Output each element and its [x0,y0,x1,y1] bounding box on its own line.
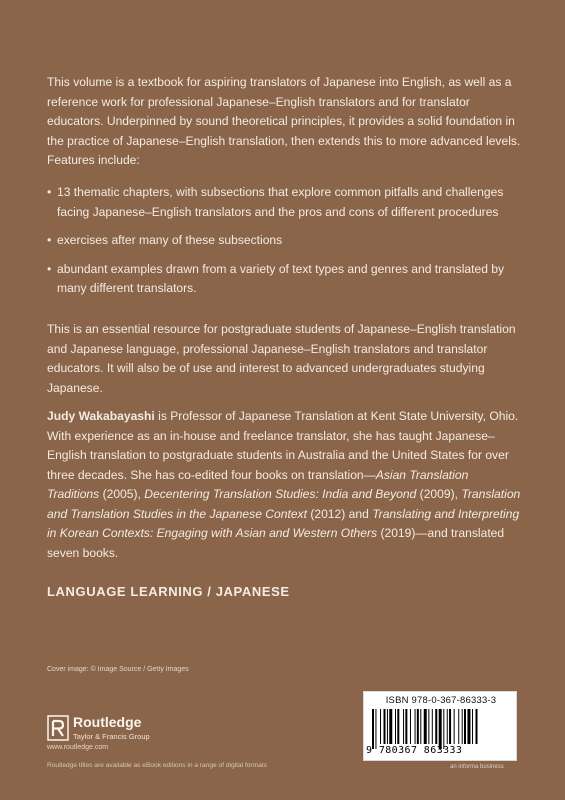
subject-category: LANGUAGE LEARNING / JAPANESE [47,584,290,599]
barcode-bars-icon [370,709,512,749]
barcode-bar [458,709,459,744]
publisher-group: Taylor & Francis Group [73,732,150,741]
routledge-r-icon [47,715,69,741]
barcode-bar [464,709,466,744]
barcode-bar [424,709,427,744]
informa-tagline: an informa business [450,764,504,770]
isbn-barcode [363,691,517,761]
author-bio [47,407,522,563]
barcode-bar [403,709,404,744]
feature-item: • abundant examples drawn from a variety of text types and genres and translated by many different translators. [47,260,522,299]
barcode-bar [467,709,470,744]
barcode-bar [447,709,448,744]
barcode-bar [432,709,433,744]
bio-text: (2009), [416,487,462,501]
publisher-url: www.routledge.com [47,744,109,751]
bio-text: (2019)—and translated seven books. [47,526,505,560]
publisher-name: Routledge [73,714,142,730]
isbn-digits: 9 780367 863333 [366,745,463,756]
barcode-bar [395,709,396,744]
book-title: Decentering Translation Studies: India and Beyond [144,487,417,501]
bio-text: (2005), [99,487,145,501]
barcode-bar [415,709,416,744]
barcode-bar [428,709,429,744]
barcode-bar [389,709,392,744]
barcode-bar [405,709,407,744]
barcode-bar [380,709,381,744]
bio-text: is Professor of Japanese Translation at Kent State University, Ohio. With experience as an in-house and freelance translator, she has taught Japanese–English translation to postgraduate students in Australia and the United States for over three decades. She has co-edited four books on translation— [47,409,519,482]
publisher-logo [47,714,197,754]
description-paragraph: This volume is a textbook for aspiring translators of Japanese into English, as well as a reference work for professional Japanese–English translators and for translator educators. Underpinned by sound theoretical principles, it provides a solid foundation in the practice of Japanese–English translation, then extends this to more advanced levels. Features include: [47,75,521,167]
author-name: Judy Wakabayashi [47,409,155,423]
book-title: Asian Translation Traditions [47,467,469,501]
barcode-bar [410,709,411,744]
features-list [47,183,522,308]
barcode-bar [454,709,455,744]
barcode-bar [443,709,444,749]
barcode-bar [462,709,463,744]
isbn-label: ISBN 978-0-367-86333-3 [385,695,497,706]
barcode-bar [420,709,421,744]
barcode-bar [435,709,437,744]
barcode-bar [397,709,399,744]
barcode-bar [372,709,374,749]
barcode-bar [417,709,419,744]
barcode-bar [439,709,442,749]
barcode-bar [384,709,386,744]
feature-item: • exercises after many of these subsections [47,231,522,251]
barcode-bar [449,709,451,744]
bio-text: (2012) and [306,506,373,521]
barcode-bar [387,709,388,744]
barcode-bar [476,709,478,744]
audience-paragraph: This is an essential resource for postgraduate students of Japanese–English translation and Japanese language, professional Japanese–English translators and translator educators. It will also be of use and interest to advanced undergraduates studying Japanese. [47,322,516,395]
barcode-bar [472,709,473,744]
feature-item: • 13 thematic chapters, with subsections that explore common pitfalls and challenges facing Japanese–English translators and the pros and cons of different procedures [47,183,522,222]
cover-credit: Cover image: © Image Source / Getty Images [47,666,189,673]
barcode-bar [375,709,376,749]
book-title: Translation and Translation Studies in the Japanese Context [47,487,521,521]
ebook-note: Routledge titles are available as eBook editions in a range of digital formats [47,762,267,769]
book-title: Translating and Interpreting in Korean Contexts: Engaging with Asian and Western Others [47,506,520,540]
